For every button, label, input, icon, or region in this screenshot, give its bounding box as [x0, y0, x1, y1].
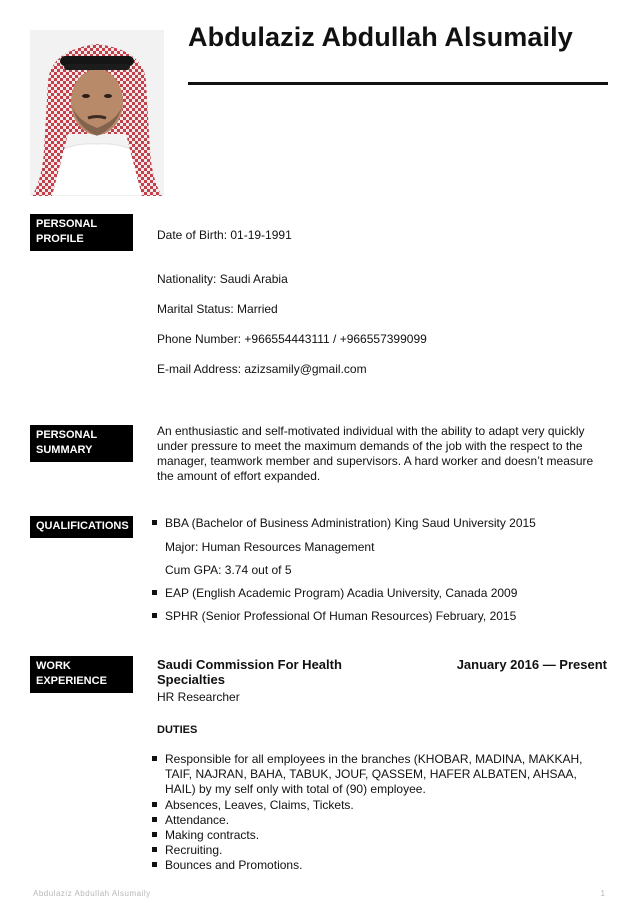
section-label-work-experience	[30, 656, 133, 693]
section-label-personal-summary	[30, 425, 133, 462]
email-address: E-mail Address: azizsamily@gmail.com	[157, 362, 367, 376]
section-label-line: QUALIFICATIONS	[36, 520, 129, 532]
job-dates: January 2016 — Present	[456, 657, 607, 672]
qualification-item: BBA (Bachelor of Business Administration) King Saud University 2015	[157, 516, 607, 531]
duty-item: Absences, Leaves, Claims, Tickets.	[157, 798, 607, 813]
bullet-icon	[152, 802, 157, 807]
nationality: Nationality: Saudi Arabia	[157, 272, 288, 286]
qualification-item: SPHR (Senior Professional Of Human Resources) February, 2015	[157, 609, 607, 624]
section-label-line: PERSONAL	[36, 429, 98, 441]
bullet-icon	[152, 847, 157, 852]
qualification-gpa: Cum GPA: 3.74 out of 5	[165, 563, 292, 577]
duty-item: Attendance.	[157, 813, 607, 828]
duty-item: Bounces and Promotions.	[157, 858, 607, 873]
qualification-major: Major: Human Resources Management	[165, 540, 375, 554]
section-label-line: PROFILE	[36, 233, 84, 245]
job-role: HR Researcher	[157, 690, 240, 704]
bullet-icon	[152, 832, 157, 837]
phone-number: Phone Number: +966554443111 / +966557399099	[157, 332, 427, 346]
duty-item: Making contracts.	[157, 828, 607, 843]
duty-item: Responsible for all employees in the branches (KHOBAR, MADINA, MAKKAH, TAIF, NAJRAN, BAHA, TABUK, JOUF, QASSEM, HAFER ALBATEN, AHSAA, HAIL) by my self only with total of (90) employee.	[157, 752, 607, 797]
bullet-icon	[152, 756, 157, 761]
candidate-name: Abdulaziz Abdullah Alsumaily	[188, 22, 573, 52]
page-number: 1	[600, 889, 605, 898]
profile-photo	[30, 30, 164, 196]
bullet-icon	[152, 520, 157, 525]
section-label-qualifications	[30, 516, 133, 538]
bullet-icon	[152, 817, 157, 822]
section-label-line: SUMMARY	[36, 444, 93, 456]
duty-item: Recruiting.	[157, 843, 607, 858]
bullet-icon	[152, 613, 157, 618]
qualification-item: EAP (English Academic Program) Acadia University, Canada 2009	[157, 586, 607, 601]
footer-name: Abdulaziz Abdullah Alsumaily	[33, 889, 151, 898]
marital-status: Marital Status: Married	[157, 302, 278, 316]
summary-text: An enthusiastic and self-motivated individual with the ability to adapt very quickly under pressure to meet the maximum demands of the job with the respect to the manager, teamwork member and supervisors. A hard worker and doesn’t measure the amount of effort expanded.	[157, 424, 594, 483]
bullet-icon	[152, 862, 157, 867]
bullet-icon	[152, 590, 157, 595]
section-label-personal-profile	[30, 214, 133, 251]
duties-heading: DUTIES	[157, 724, 198, 736]
section-label-line: WORK	[36, 660, 71, 672]
job-company: Saudi Commission For Health Specialties	[157, 657, 342, 687]
section-label-line: EXPERIENCE	[36, 675, 107, 687]
date-of-birth: Date of Birth: 01-19-1991	[157, 228, 292, 242]
section-label-line: PERSONAL	[36, 218, 98, 230]
name-divider	[188, 82, 608, 85]
